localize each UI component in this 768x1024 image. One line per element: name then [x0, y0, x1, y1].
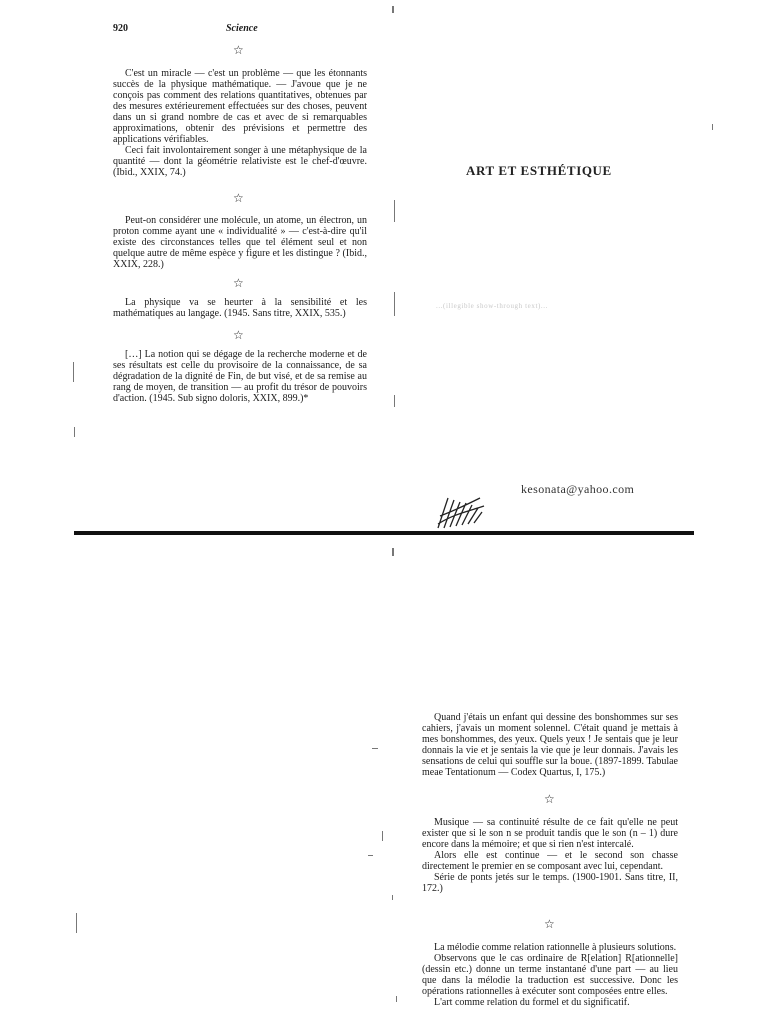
- left-paragraph-2: [113, 215, 367, 270]
- scan-mark: [392, 6, 394, 13]
- scan-mark: [368, 855, 373, 856]
- scan-mark: [394, 200, 395, 222]
- scan-mark: [76, 913, 77, 933]
- email-address: kesonata@yahoo.com: [521, 482, 635, 496]
- paragraph-text: Alors elle est continue — et le second son chasse directement le premier en se composant avec lui, cependant.: [422, 850, 678, 872]
- star-separator: ☆: [544, 917, 555, 931]
- paragraph-text: Observons que le cas ordinaire de R[elation] R[ationnelle] (dessin etc.) donne un terme instantané d'une part — au lieu que dans la mélodie la traduction est successive. Donc les opérations rationnelles à exécuter sont composées entre elles.: [422, 953, 678, 997]
- paragraph-text: C'est un miracle — c'est un problème — que les étonnants succès de la physique mathématique. — J'avoue que je ne conçois pas comment des relations quantitatives, obtenues par des mesures extérieurement effectuées sur des choses, peuvent dans un si grand nombre de cas et avec de si remarquables approximations, obtenir des prévisions et permettre des applications vérifiables.: [113, 68, 367, 145]
- scan-mark: [73, 362, 74, 382]
- page-number: 920: [113, 23, 128, 34]
- paragraph-text: Ceci fait involontairement songer à une métaphysique de la quantité — dont la géométrie relativiste est le chef-d'œuvre. (Ibid., XXIX, 74.): [113, 145, 367, 178]
- scan-mark: [392, 548, 394, 556]
- scan-mark: [394, 395, 395, 407]
- paragraph-text: Peut-on considérer une molécule, un atome, un électron, un proton comme ayant une « individualité » — c'est-à-dire qu'il existe des circonstances telles que tel élément seul et non quelque autre de même espèce y figure et les distingue ? (Ibid., XXIX, 228.): [113, 215, 367, 270]
- paragraph-text: Quand j'étais un enfant qui dessine des bonshommes sur ses cahiers, j'avais un moment solennel. C'était quand je mettais à mes bonshommes, des yeux. Quels yeux ! Je sentais que je leur donnais la vie et je sentais la vie que je leur donnais. J'avais les sensations de celui qui souffle sur la boue. (1897-1899. Tabulae meae Tentationum — Codex Quartus, I, 175.): [422, 712, 678, 778]
- scan-mark: [392, 895, 393, 900]
- paragraph-text: Série de ponts jetés sur le temps. (1900-1901. Sans titre, II, 172.): [422, 872, 678, 894]
- scan-mark: [74, 427, 75, 437]
- pen-scribble: [436, 494, 486, 530]
- star-separator: ☆: [233, 276, 244, 290]
- paragraph-text: La physique va se heurter à la sensibilité et les mathématiques au langage. (1945. Sans titre, XXIX, 535.): [113, 297, 367, 319]
- left-paragraph-1: [113, 68, 367, 178]
- paragraph-text: […] La notion qui se dégage de la recherche moderne et de ses résultats est celle du provisoire de la connaissance, de sa dégradation de la dignité de Fin, de but visé, et de sa remise au rang de moyen, de transition — au profit du trésor de pouvoirs d'action. (1945. Sub signo doloris, XXIX, 899.)*: [113, 349, 367, 404]
- left-paragraph-4: [113, 349, 367, 404]
- right-paragraph-2: [422, 817, 678, 894]
- star-separator: ☆: [233, 191, 244, 205]
- scan-mark: [372, 748, 378, 749]
- scan-mark: [382, 831, 383, 841]
- scan-mark: [394, 292, 395, 316]
- running-head: Science: [226, 23, 258, 34]
- scan-mark: [712, 124, 713, 130]
- right-paragraph-3: [422, 942, 678, 1008]
- right-paragraph-1: [422, 712, 678, 778]
- chapter-title: ART ET ESTHÉTIQUE: [466, 163, 612, 178]
- paragraph-text: La mélodie comme relation rationnelle à plusieurs solutions.: [434, 942, 677, 953]
- faint-show-through-text: ...(illegible show-through text)...: [436, 302, 548, 310]
- star-separator: ☆: [233, 328, 244, 342]
- paragraph-text: Musique — sa continuité résulte de ce fait qu'elle ne peut exister que si le son n se produit tandis que le son (n – 1) dure encore dans la mémoire; et que si rien n'est intercalé.: [422, 817, 678, 850]
- paragraph-text: L'art comme relation du formel et du significatif.: [434, 997, 630, 1008]
- scan-mark: [396, 996, 397, 1002]
- left-paragraph-3: [113, 297, 367, 319]
- star-separator: ☆: [233, 43, 244, 57]
- star-separator: ☆: [544, 792, 555, 806]
- page-divider: [74, 531, 694, 535]
